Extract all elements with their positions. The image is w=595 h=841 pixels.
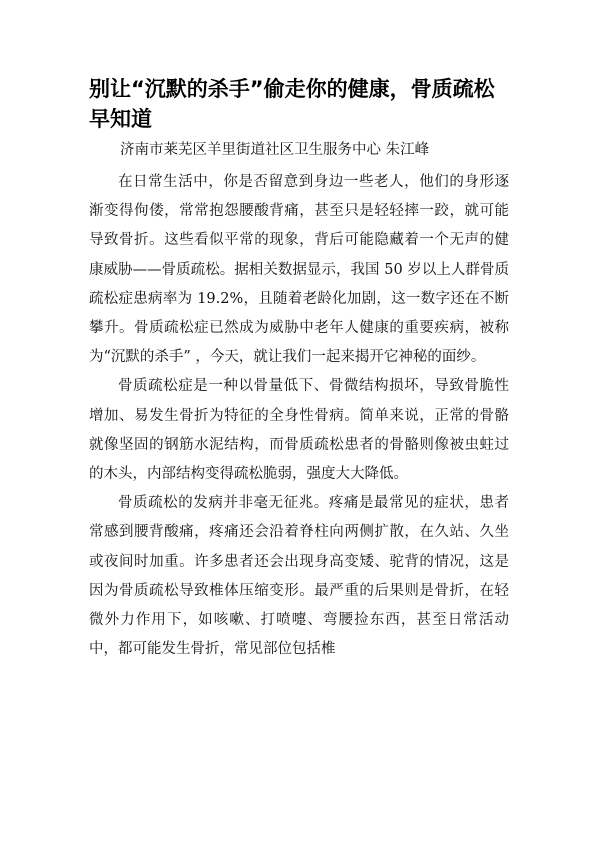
author-byline: 济南市莱芜区羊里街道社区卫生服务中心 朱江峰 xyxy=(120,142,430,158)
article-title: 别让“沉默的杀手”偷走你的健康，骨质疏松早知道 xyxy=(89,77,495,131)
paragraph-symptoms: 骨质疏松的发病并非毫无征兆。疼痛是最常见的症状，患者常感到腰背酸痛，疼痛还会沿着脊柱向两侧扩散，在久站、久坐或夜间时加重。许多患者还会出现身高变矮、驼背的情况，这是因为骨质疏松导致椎体压缩变形。最严重的后果则是骨折，在轻微外力作用下，如咳嗽、打喷嚏、弯腰捡东西，甚至日常活动中，都可能发生骨折，常见部位包括椎 xyxy=(89,495,509,658)
article-body xyxy=(89,168,509,664)
paragraph-definition: 骨质疏松症是一种以骨量低下、骨微结构损坏，导致骨脆性增加、易发生骨折为特征的全身性骨病。简单来说，正常的骨骼就像坚固的钢筋水泥结构，而骨质疏松患者的骨骼则像被虫蛀过的木头，内部结构变得疏松脆弱，强度大大降低。 xyxy=(89,378,509,483)
paragraph-intro: 在日常生活中，你是否留意到身边一些老人，他们的身形逐渐变得佝偻，常常抱怨腰酸背痛，甚至只是轻轻摔一跤，就可能导致骨折。这些看似平常的现象，背后可能隐藏着一个无声的健康威胁——骨质疏松。据相关数据显示，我国 50 岁以上人群骨质疏松症患病率为 19.2%，且随着老龄化加剧，这一数字还在不断攀升。骨质疏松症已然成为威胁中老年人健康的重要疾病，被称为“沉默的杀手” ，今天，就让我们一起来揭开它神秘的面纱。 xyxy=(89,174,509,366)
